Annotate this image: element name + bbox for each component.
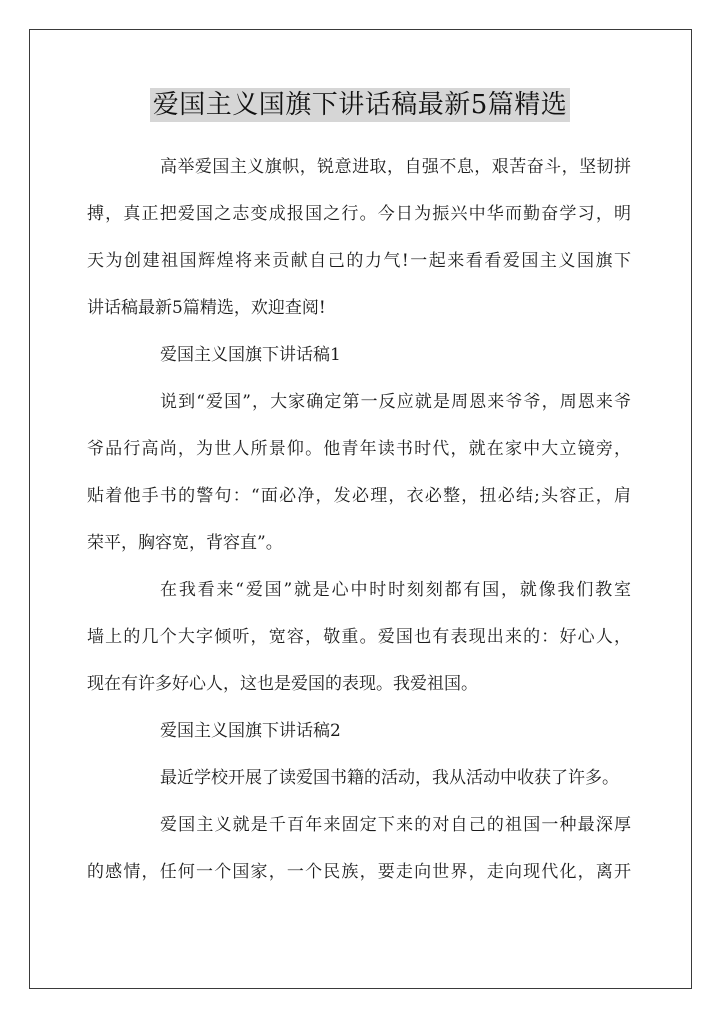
section-heading: 爱国主义国旗下讲话稿1 xyxy=(160,345,341,365)
paragraph-line: 高举爱国主义旗帜，锐意进取，自强不息，艰苦奋斗，坚韧拼 xyxy=(160,157,631,177)
section-1 xyxy=(87,332,631,708)
section-2 xyxy=(87,708,631,896)
paragraph-line: 的感情，任何一个国家，一个民族，要走向世界，走向现代化，离开 xyxy=(87,862,631,882)
document-title: 爱国主义国旗下讲话稿最新5篇精选 xyxy=(150,88,571,122)
intro-paragraph xyxy=(87,144,631,332)
title-container xyxy=(0,88,720,122)
paragraph-line: 天为创建祖国辉煌将来贡献自己的力气!一起来看看爱国主义国旗下 xyxy=(87,251,631,271)
paragraph-line: 爱国主义就是千百年来固定下来的对自己的祖国一种最深厚 xyxy=(160,815,631,835)
paragraph-line: 现在有许多好心人，这也是爱国的表现。我爱祖国。 xyxy=(87,674,478,694)
section-paragraph xyxy=(87,755,631,802)
paragraph-line: 贴着他手书的警句：“面必净，发必理，衣必整，扭必结;头容正，肩 xyxy=(87,486,631,506)
section-paragraph xyxy=(87,802,631,896)
paragraph-line: 荣平，胸容宽，背容直”。 xyxy=(87,533,283,553)
paragraph-line: 墙上的几个大字倾听，宽容，敬重。爱国也有表现出来的：好心人， xyxy=(87,627,631,647)
paragraph-line: 讲话稿最新5篇精选，欢迎查阅! xyxy=(87,298,326,318)
section-paragraph xyxy=(87,567,631,708)
paragraph-line: 在我看来“爱国”就是心中时时刻刻都有国，就像我们教室 xyxy=(160,580,631,600)
document-body xyxy=(87,144,631,896)
paragraph-line: 说到“爱国”，大家确定第一反应就是周恩来爷爷，周恩来爷 xyxy=(160,392,631,412)
paragraph-line: 搏，真正把爱国之志变成报国之行。今日为振兴中华而勤奋学习，明 xyxy=(87,204,631,224)
paragraph-line: 爷品行高尚，为世人所景仰。他青年读书时代，就在家中大立镜旁， xyxy=(87,439,631,459)
section-heading: 爱国主义国旗下讲话稿2 xyxy=(160,721,341,741)
section-paragraph xyxy=(87,379,631,567)
paragraph-line: 最近学校开展了读爱国书籍的活动，我从活动中收获了许多。 xyxy=(160,768,619,788)
